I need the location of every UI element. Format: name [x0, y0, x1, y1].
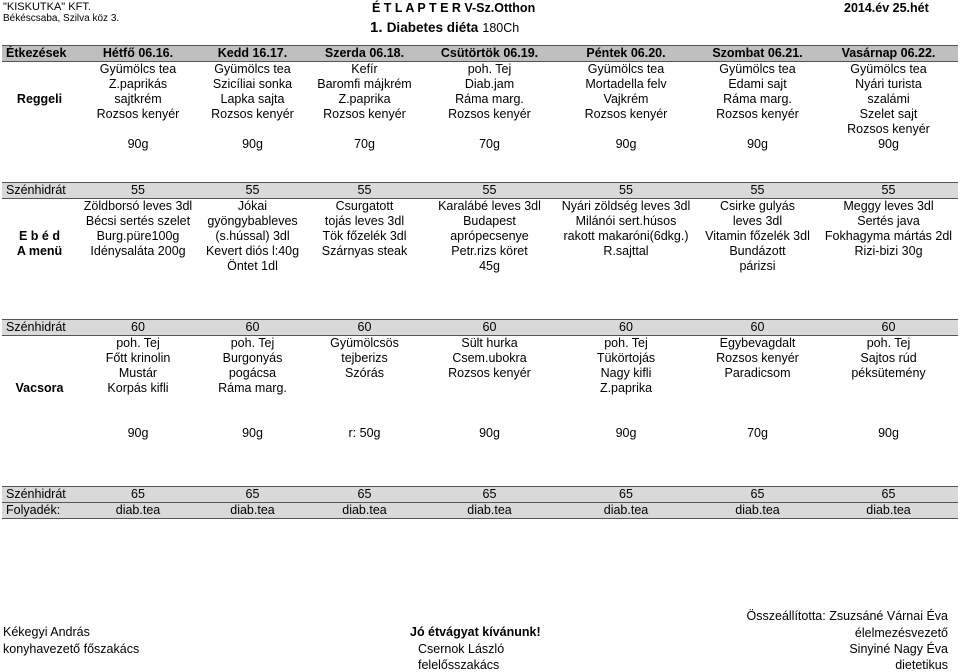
dinner-item — [820, 396, 957, 411]
breakfast-carb-row-value: 55 — [423, 183, 556, 199]
dinner-item: 90g — [615, 426, 637, 440]
breakfast-label: Reggeli — [16, 92, 63, 106]
breakfast-item: Rozsos kenyér — [448, 107, 531, 121]
lunch-item — [307, 274, 422, 289]
column-header-day: Szombat 06.21. — [696, 46, 819, 62]
breakfast-item — [557, 122, 695, 137]
dinner-item — [424, 381, 555, 396]
breakfast-item — [307, 122, 422, 137]
lunch-item — [557, 259, 695, 274]
lunch-item: Vitamin főzelék 3dl — [705, 229, 810, 243]
footer-right-role2: dietetikus — [895, 658, 948, 672]
dinner-item: Sült hurka — [461, 336, 518, 350]
lunch-day-cell — [77, 199, 199, 320]
diet-number: 1. — [370, 19, 383, 36]
breakfast-item: 90g — [242, 137, 263, 151]
lunch-item: aprópecsenye — [450, 229, 529, 243]
breakfast-item: Rozsos kenyér — [211, 107, 294, 121]
lunch-carb-row-value: 60 — [199, 320, 306, 336]
dinner-carb-row-value: 65 — [696, 487, 819, 503]
breakfast-item: Ráma marg. — [723, 92, 792, 106]
lunch-item — [820, 259, 957, 274]
breakfast-day-cell — [77, 62, 199, 183]
lunch-item: Szárnyas steak — [321, 244, 408, 258]
lunch-item: Csirke gulyás — [719, 199, 796, 213]
lunch-carb-row-value: 60 — [696, 320, 819, 336]
lunch-item — [78, 274, 198, 289]
lunch-item — [697, 274, 818, 289]
dinner-item — [820, 381, 957, 396]
dinner-item — [557, 411, 695, 426]
dinner-item: Mustár — [118, 366, 158, 380]
breakfast-label — [2, 62, 77, 183]
lunch-item: Petr.rizs köret — [451, 244, 528, 258]
dinner-item — [200, 411, 305, 426]
breakfast-item — [424, 122, 555, 137]
breakfast-item: 90g — [878, 137, 899, 151]
breakfast-item: Rozsos kenyér — [323, 107, 406, 121]
dinner-item: Egybevagdalt — [719, 336, 796, 350]
breakfast-day-cell — [423, 62, 556, 183]
breakfast-item: Szelet sajt — [859, 107, 918, 121]
lunch-item — [820, 274, 957, 289]
dinner-item — [424, 411, 555, 426]
lunch-item — [78, 259, 198, 274]
lunch-carb-row — [2, 320, 958, 336]
breakfast-day-cell — [306, 62, 423, 183]
dinner-item: Nagy kifli — [600, 366, 652, 380]
drinks-row-label: Folyadék: — [2, 503, 77, 519]
breakfast-item — [78, 122, 198, 137]
dinner-item — [697, 381, 818, 396]
lunch-carb-row-value: 60 — [556, 320, 696, 336]
dinner-item — [697, 411, 818, 426]
breakfast-item: Gyümölcs tea — [214, 62, 291, 76]
breakfast-item: Ráma marg. — [455, 92, 524, 106]
breakfast-item: Gyümölcs tea — [719, 62, 796, 76]
breakfast-item: 70g — [354, 137, 375, 151]
lunch-day-cell — [819, 199, 958, 320]
header-row — [2, 46, 958, 62]
week-label: 2014.év 25.hét — [844, 1, 929, 15]
dinner-item: Szórás — [345, 366, 384, 380]
footer-left-role: konyhavezető főszakács — [3, 642, 140, 656]
lunch-item: Rizi-bizi 30g — [854, 244, 923, 258]
dinner-item: poh. Tej — [230, 336, 275, 350]
dinner-day-cell — [556, 336, 696, 487]
column-header-day: Szerda 06.18. — [306, 46, 423, 62]
dinner-item: Z.paprika — [599, 381, 653, 395]
footer-right-name2: Sinyiné Nagy Éva — [849, 642, 948, 656]
breakfast-item: 70g — [479, 137, 500, 151]
dinner-item: Csem.ubokra — [452, 351, 527, 365]
column-header-meals: Étkezések — [2, 46, 77, 62]
breakfast-item: 90g — [615, 137, 637, 151]
company-address: Békéscsaba, Szilva köz 3. — [3, 13, 120, 24]
lunch-day-cell — [556, 199, 696, 320]
lunch-item: rakott makaróni(6dkg.) — [563, 229, 689, 243]
dinner-item: Ráma marg. — [218, 381, 287, 395]
dinner-item: r: 50g — [348, 426, 381, 440]
breakfast-item: Vajkrém — [603, 92, 649, 106]
breakfast-carb-row-value: 55 — [199, 183, 306, 199]
dinner-item — [78, 396, 198, 411]
breakfast-carb-row-value: 55 — [306, 183, 423, 199]
diet-name: Diabetes diéta — [386, 20, 479, 35]
dinner-label — [2, 336, 77, 487]
breakfast-carb-row-value: 55 — [556, 183, 696, 199]
dinner-carb-row-value: 65 — [199, 487, 306, 503]
breakfast-item: Gyümölcs tea — [99, 62, 177, 76]
lunch-day-cell — [199, 199, 306, 320]
breakfast-carb-row-value: 55 — [77, 183, 199, 199]
dinner-carb-row-value: 65 — [423, 487, 556, 503]
breakfast-item — [697, 122, 818, 137]
dinner-item: 90g — [127, 426, 149, 440]
dinner-day-cell — [819, 336, 958, 487]
dinner-item: tejberizs — [341, 351, 388, 365]
footer-compiled: Összeállította: Zsuzsáné Várnai Éva — [746, 609, 948, 623]
dinner-item — [307, 381, 422, 396]
lunch-row — [2, 199, 958, 320]
breakfast-item: Z.paprika — [338, 92, 391, 106]
lunch-item: leves 3dl — [732, 214, 783, 228]
dinner-item: Rozsos kenyér — [448, 366, 531, 380]
breakfast-item: poh. Tej — [467, 62, 512, 76]
footer-left-name: Kékegyi András — [3, 625, 90, 639]
dinner-item: Gyümölcsös — [330, 336, 399, 350]
footer-center-role: felelősszakács — [418, 658, 500, 672]
lunch-item: Jókai — [237, 199, 268, 213]
breakfast-item: Lapka sajta — [220, 92, 285, 106]
dinner-day-cell — [77, 336, 199, 487]
dinner-item: Főtt krinolin — [105, 351, 171, 365]
lunch-item: Budapest — [463, 214, 516, 228]
dinner-label: Vacsora — [15, 381, 64, 395]
breakfast-item: Nyári turista — [855, 77, 922, 91]
lunch-carb-row-value: 60 — [819, 320, 958, 336]
breakfast-row — [2, 62, 958, 183]
lunch-item: Kevert diós l:40g — [205, 244, 300, 258]
dinner-item: 90g — [479, 426, 500, 440]
column-header-day: Kedd 16.17. — [199, 46, 306, 62]
drinks-row-value: diab.tea — [199, 503, 306, 519]
lunch-item: Meggy leves 3dl — [843, 199, 934, 213]
lunch-item: Öntet 1dl — [227, 259, 278, 273]
dinner-item — [424, 396, 555, 411]
dinner-item: Paradicsom — [724, 366, 791, 380]
dinner-carb-row — [2, 487, 958, 503]
drinks-row-value: diab.tea — [306, 503, 423, 519]
dinner-item — [307, 411, 422, 426]
lunch-item: gyöngybableves — [207, 214, 298, 228]
dinner-item: péksütemény — [851, 366, 926, 380]
diet-title — [370, 20, 519, 35]
company-name: "KISKUTKA" KFT. — [3, 1, 91, 13]
dinner-carb-row-value: 65 — [819, 487, 958, 503]
column-header-day: Péntek 06.20. — [556, 46, 696, 62]
lunch-item: Csurgatott — [335, 199, 394, 213]
diet-carb: 180Ch — [482, 21, 520, 35]
breakfast-item: Rozsos kenyér — [847, 122, 930, 136]
drinks-row-value: diab.tea — [77, 503, 199, 519]
breakfast-item: Mortadella felv — [585, 77, 667, 91]
lunch-carb-row-label: Szénhidrát — [2, 320, 77, 336]
breakfast-item: Szicíliai sonka — [212, 77, 293, 91]
dinner-carb-row-label: Szénhidrát — [2, 487, 77, 503]
footer-center-name: Csernok László — [418, 642, 505, 656]
lunch-item: Nyári zöldség leves 3dl — [561, 199, 691, 213]
breakfast-carb-row-value: 55 — [819, 183, 958, 199]
dinner-day-cell — [423, 336, 556, 487]
breakfast-carb-row — [2, 183, 958, 199]
dinner-item — [78, 411, 198, 426]
drinks-row-value: diab.tea — [819, 503, 958, 519]
lunch-label — [2, 199, 77, 320]
dinner-item: pogácsa — [228, 366, 277, 380]
breakfast-item: Gyümölcs tea — [587, 62, 665, 76]
dinner-item — [557, 396, 695, 411]
column-header-day: Vasárnap 06.22. — [819, 46, 958, 62]
breakfast-item: Diab.jam — [464, 77, 515, 91]
dinner-row — [2, 336, 958, 487]
breakfast-day-cell — [696, 62, 819, 183]
dinner-day-cell — [696, 336, 819, 487]
breakfast-item: Z.paprikás — [108, 77, 168, 91]
breakfast-item: Gyümölcs tea — [850, 62, 927, 76]
column-header-day: Csütörtök 06.19. — [423, 46, 556, 62]
dinner-carb-row-value: 65 — [306, 487, 423, 503]
dinner-item: 90g — [878, 426, 899, 440]
lunch-day-cell — [306, 199, 423, 320]
lunch-item: Idénysaláta 200g — [90, 244, 186, 258]
breakfast-item: 90g — [127, 137, 149, 151]
dinner-item — [820, 411, 957, 426]
lunch-item: Fokhagyma mártás 2dl — [824, 229, 953, 243]
drinks-row — [2, 503, 958, 519]
breakfast-item: Edami sajt — [728, 77, 787, 91]
lunch-item: párizsi — [739, 259, 776, 273]
lunch-carb-row-value: 60 — [306, 320, 423, 336]
breakfast-item: Rozsos kenyér — [584, 107, 668, 121]
lunch-item: 45g — [479, 259, 500, 273]
lunch-item — [424, 274, 555, 289]
breakfast-day-cell — [819, 62, 958, 183]
breakfast-item: Kefír — [351, 62, 378, 76]
dinner-item: Burgonyás — [222, 351, 283, 365]
breakfast-day-cell — [556, 62, 696, 183]
menu-table — [2, 45, 958, 519]
lunch-item: Sertés java — [857, 214, 920, 228]
dinner-carb-row-value: 65 — [556, 487, 696, 503]
lunch-item: Burg.püre100g — [96, 229, 180, 243]
lunch-day-cell — [423, 199, 556, 320]
lunch-item: tojás leves 3dl — [324, 214, 405, 228]
document-title: É T L A P T E R V-Sz.Otthon — [372, 1, 536, 15]
drinks-row-value: diab.tea — [556, 503, 696, 519]
lunch-item: Tök főzelék 3dl — [322, 229, 407, 243]
breakfast-carb-row-label: Szénhidrát — [2, 183, 77, 199]
dinner-item: Sajtos rúd — [860, 351, 917, 365]
breakfast-item — [200, 122, 305, 137]
lunch-carb-row-value: 60 — [77, 320, 199, 336]
dinner-item: 70g — [747, 426, 768, 440]
breakfast-day-cell — [199, 62, 306, 183]
dinner-item: poh. Tej — [116, 336, 160, 350]
lunch-item: Bécsi sertés szelet — [85, 214, 191, 228]
dinner-item — [200, 396, 305, 411]
lunch-item: Zöldborsó leves 3dl — [83, 199, 193, 213]
drinks-row-value: diab.tea — [696, 503, 819, 519]
lunch-item — [307, 259, 422, 274]
drinks-row-value: diab.tea — [423, 503, 556, 519]
lunch-item: Bundázott — [729, 244, 786, 258]
lunch-item — [200, 274, 305, 289]
lunch-day-cell — [696, 199, 819, 320]
breakfast-carb-row-value: 55 — [696, 183, 819, 199]
breakfast-item: Rozsos kenyér — [716, 107, 799, 121]
dinner-item — [307, 396, 422, 411]
dinner-item: poh. Tej — [866, 336, 911, 350]
lunch-item: (s.hússal) 3dl — [215, 229, 290, 243]
dinner-item: Korpás kifli — [107, 381, 169, 395]
dinner-day-cell — [306, 336, 423, 487]
lunch-item: R.sajttal — [603, 244, 649, 258]
dinner-carb-row-value: 65 — [77, 487, 199, 503]
dinner-item: Rozsos kenyér — [716, 351, 799, 365]
dinner-item: Tükörtojás — [596, 351, 656, 365]
lunch-carb-row-value: 60 — [423, 320, 556, 336]
breakfast-item: Rozsos kenyér — [96, 107, 180, 121]
dinner-day-cell — [199, 336, 306, 487]
breakfast-item: szalámi — [867, 92, 910, 106]
dinner-item: 90g — [242, 426, 263, 440]
lunch-item: Karalábé leves 3dl — [438, 199, 541, 213]
footer-wish: Jó étvágyat kívánunk! — [410, 625, 541, 639]
dinner-item — [697, 396, 818, 411]
footer-right-role1: élelmezésvezető — [854, 626, 948, 640]
lunch-item — [557, 274, 695, 289]
breakfast-item: Baromfi májkrém — [317, 77, 412, 91]
lunch-label1: E b é d — [19, 229, 60, 243]
breakfast-item: 90g — [747, 137, 768, 151]
lunch-label2: A menü — [16, 244, 63, 258]
breakfast-item: sajtkrém — [114, 92, 162, 106]
lunch-item: Milánói sert.húsos — [575, 214, 677, 228]
dinner-item: poh. Tej — [604, 336, 648, 350]
column-header-day: Hétfő 06.16. — [77, 46, 199, 62]
